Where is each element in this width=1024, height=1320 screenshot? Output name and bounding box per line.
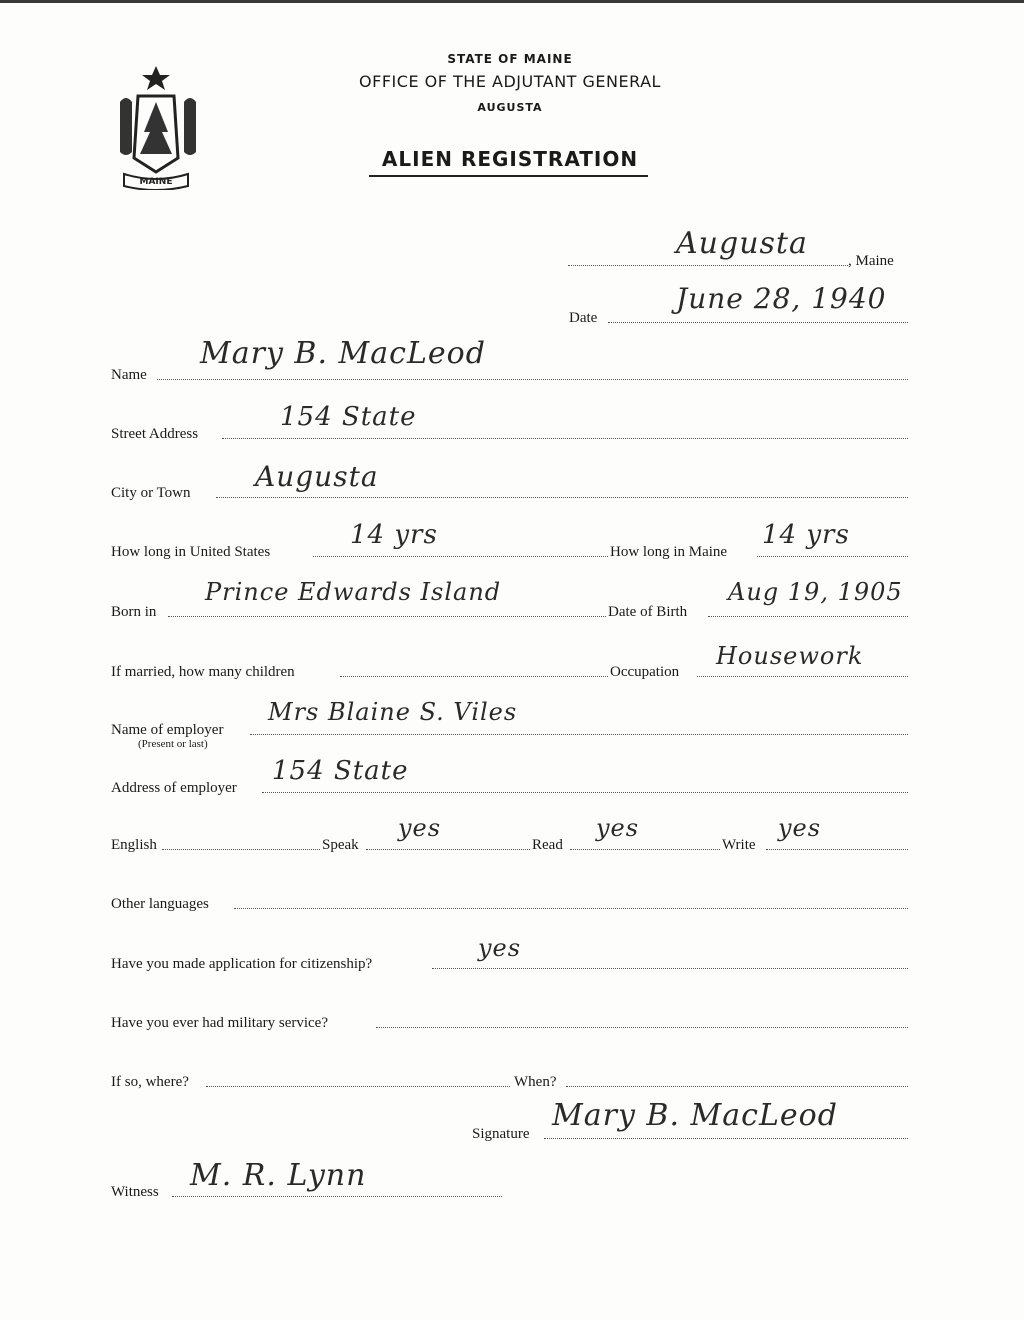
header-city: AUGUSTA [477,101,543,114]
name-line [157,379,908,380]
dob-line [708,616,908,617]
when-line [566,1086,908,1087]
read-line [570,849,720,850]
write-line [766,849,908,850]
street-value[interactable]: 154 State [280,402,417,432]
date-label: Date [569,310,598,326]
where-line [206,1086,510,1087]
witness-value[interactable]: M. R. Lynn [190,1158,367,1193]
signature-label: Signature [472,1126,530,1142]
street-label: Street Address [111,426,199,442]
city-value[interactable]: Augusta [255,460,379,493]
witness-label: Witness [111,1184,159,1200]
read-label: Read [532,837,563,853]
employer-address-line [262,792,908,793]
maine-time-line [757,556,908,557]
speak-value[interactable]: yes [398,814,442,842]
born-in-value[interactable]: Prince Edwards Island [205,578,502,606]
location-line [568,265,848,266]
header-office: OFFICE OF THE ADJUTANT GENERAL [359,72,661,91]
write-label: Write [722,837,756,853]
city-label: City or Town [111,485,191,501]
signature-value[interactable]: Mary B. MacLeod [552,1098,838,1133]
signature-line [544,1138,908,1139]
us-time-value[interactable]: 14 yrs [350,520,438,550]
employer-address-value[interactable]: 154 State [272,756,409,786]
location-value[interactable]: Augusta [676,226,808,261]
title-underline [369,175,648,177]
military-line [376,1027,908,1028]
english-label: English [111,837,157,853]
location-suffix: , Maine [848,253,894,269]
date-value[interactable]: June 28, 1940 [676,282,887,315]
other-languages-label: Other languages [111,896,209,912]
dob-value[interactable]: Aug 19, 1905 [728,578,903,606]
maine-time-value[interactable]: 14 yrs [762,520,850,550]
occupation-label: Occupation [610,664,680,680]
dob-label: Date of Birth [608,604,688,620]
occupation-line [697,676,908,677]
children-label: If married, how many children [111,664,295,680]
date-line [608,322,908,323]
us-time-line [313,556,608,557]
employer-line [250,734,908,735]
citizenship-line [432,968,908,969]
where-label: If so, where? [111,1074,189,1090]
write-value[interactable]: yes [778,814,822,842]
employer-label: Name of employer [111,722,224,738]
children-line [340,676,608,677]
name-label: Name [111,367,147,383]
english-line [162,849,320,850]
citizenship-value[interactable]: yes [478,934,522,962]
witness-line [172,1196,502,1197]
name-value[interactable]: Mary B. MacLeod [200,336,486,371]
header-state: STATE OF MAINE [447,52,573,66]
speak-line [366,849,530,850]
military-label: Have you ever had military service? [111,1015,328,1031]
maine-time-label: How long in Maine [610,544,728,560]
form-title: ALIEN REGISTRATION [381,147,639,171]
other-languages-line [234,908,908,909]
born-in-line [168,616,606,617]
us-time-label: How long in United States [111,544,271,560]
employer-value[interactable]: Mrs Blaine S. Viles [268,698,518,726]
top-border [0,0,1024,3]
seal-text: MAINE [139,177,173,187]
read-value[interactable]: yes [596,814,640,842]
employer-sublabel: (Present or last) [138,738,208,750]
citizenship-label: Have you made application for citizenship? [111,956,373,972]
born-in-label: Born in [111,604,157,620]
employer-address-label: Address of employer [111,780,237,796]
city-line [216,497,908,498]
speak-label: Speak [322,837,359,853]
state-seal-icon [110,62,218,190]
street-line [222,438,908,439]
occupation-value[interactable]: Housework [716,642,864,670]
when-label: When? [514,1074,557,1090]
